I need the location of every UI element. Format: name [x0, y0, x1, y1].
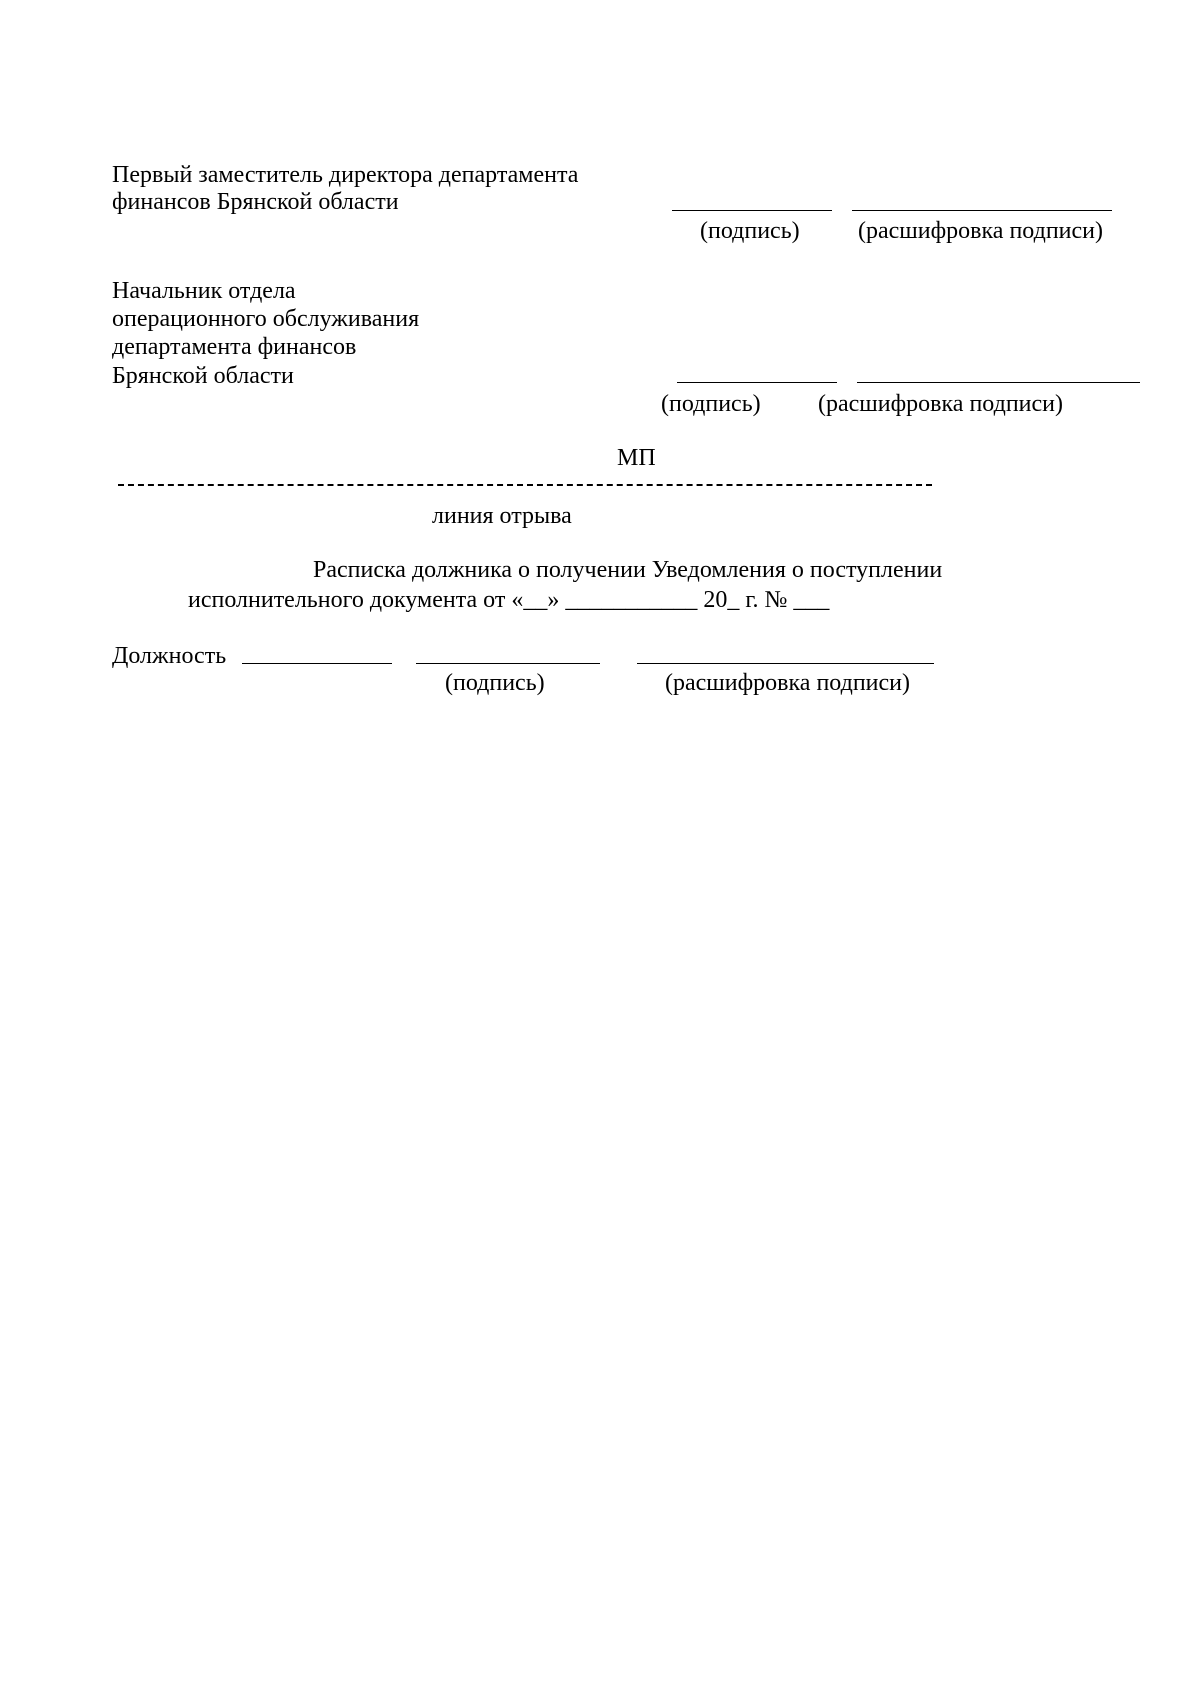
signer2-title-line3: департамента финансов: [112, 334, 357, 360]
tear-line-label: линия отрыва: [432, 503, 572, 529]
signer1-decode-line: [852, 210, 1112, 211]
signer1-title-line1: Первый заместитель директора департамента: [112, 162, 579, 188]
signer1-decode-label: (расшифровка подписи): [858, 218, 1103, 244]
signer2-decode-label: (расшифровка подписи): [818, 391, 1063, 417]
signer2-title-line4: Брянской области: [112, 363, 294, 389]
signer2-title-line1: Начальник отдела: [112, 278, 296, 304]
signer1-title-line2: финансов Брянской области: [112, 189, 399, 215]
position-line: [242, 663, 392, 664]
position-label: Должность: [112, 643, 227, 669]
signer1-signature-line: [672, 210, 832, 211]
signer2-title-line2: операционного обслуживания: [112, 306, 420, 332]
stamp-placeholder: МП: [617, 445, 656, 471]
signer2-signature-label: (подпись): [661, 391, 761, 417]
receipt-title-line1: Расписка должника о получении Уведомления о поступлении: [313, 557, 943, 583]
debtor-signature-label: (подпись): [445, 670, 545, 696]
debtor-decode-label: (расшифровка подписи): [665, 670, 910, 696]
receipt-title-line2: исполнительного документа от «__» ___________ 20_ г. № ___: [188, 587, 830, 613]
debtor-decode-line: [637, 663, 934, 664]
signer2-signature-line: [677, 382, 837, 383]
signer2-decode-line: [857, 382, 1140, 383]
tear-line: [118, 484, 932, 486]
debtor-signature-line: [416, 663, 600, 664]
signer1-signature-label: (подпись): [700, 218, 800, 244]
